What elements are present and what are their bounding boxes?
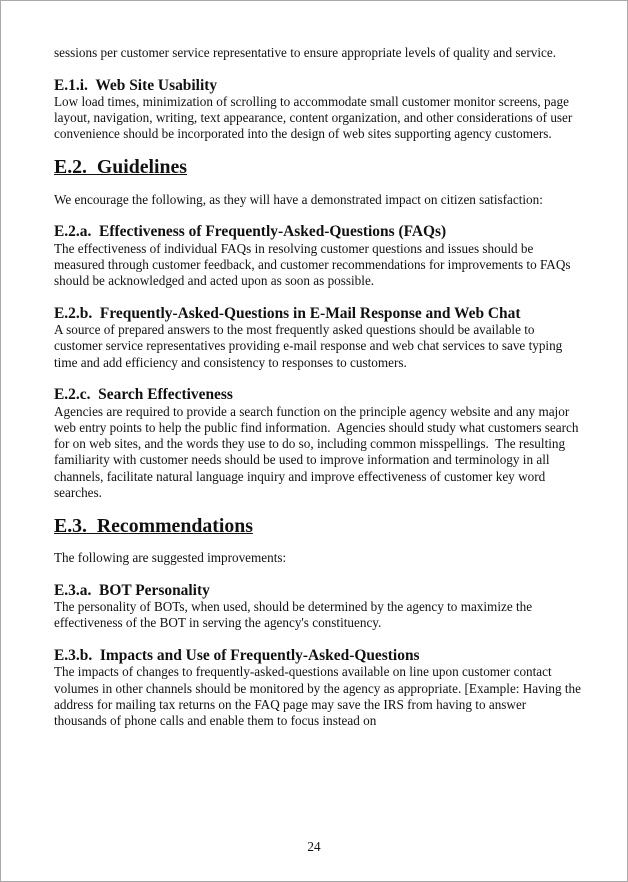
body-paragraph: The following are suggested improvements:: [54, 550, 287, 566]
section-heading-e2a: E.2.a. Effectiveness of Frequently-Asked-Questions (FAQs): [54, 223, 447, 241]
body-paragraph: Agencies are required to provide a search function on the principle agency website and any major web entry points to help the public find information. Agencies should study what customers search for on web sites, and the words they use to do so, including common misspellings. The resulting familiarity with customer needs should be used to improve information and terminology in all channels, facilitate natural language inquiry and improve effectiveness of customer key word searches.: [54, 403, 582, 501]
section-heading-e3b: E.3.b. Impacts and Use of Frequently-Asked-Questions: [54, 646, 420, 664]
body-paragraph: Low load times, minimization of scrolling to accommodate small customer monitor screens, page layout, navigation, writing, text appearance, content organization, and other considerations of user convenience should be incorporated into the design of web sites supporting agency customers.: [54, 93, 576, 142]
section-heading-label: E.3. Recommendations: [54, 514, 253, 537]
document-body: [54, 45, 585, 746]
body-paragraph: A source of prepared answers to the most frequently asked questions should be available to customer service representatives providing e-mail response and web chat services to save typing time and add efficiency and consistency to responses to customers.: [54, 322, 566, 370]
body-paragraph: The impacts of changes to frequently-asked-questions available on line upon customer contact volumes in other channels should be monitored by the agency as appropriate. [Example: Having the address for mailing tax returns on the FAQ page may save the IRS from having to answer thousands of phone calls and enable them to focus instead on: [54, 664, 585, 729]
section-heading-e2b: E.2.b. Frequently-Asked-Questions in E-Mail Response and Web Chat: [54, 304, 521, 322]
body-paragraph: sessions per customer service representative to ensure appropriate levels of quality and service.: [54, 45, 557, 60]
page-number: 24: [307, 839, 321, 854]
section-heading-e3-recommendations: [54, 514, 581, 537]
body-paragraph: The personality of BOTs, when used, should be determined by the agency to maximize the effectiveness of the BOT in serving the agency's constituency.: [54, 599, 536, 631]
section-heading-e2-guidelines: [54, 156, 581, 179]
body-paragraph: The effectiveness of individual FAQs in resolving customer questions and issues should be measured through customer feedback, and customer recommendations for improvements to FAQs should be acknowledged and acted upon as soon as possible.: [54, 240, 574, 289]
section-heading-label: E.2. Guidelines: [54, 156, 188, 179]
body-paragraph: We encourage the following, as they will have a demonstrated impact on citizen satisfaction:: [54, 191, 543, 207]
section-heading-e3a: E.3.a. BOT Personality: [54, 581, 210, 599]
section-heading-e2c: E.2.c. Search Effectiveness: [54, 386, 233, 404]
section-heading-e1i: E.1.i. Web Site Usability: [54, 76, 218, 94]
